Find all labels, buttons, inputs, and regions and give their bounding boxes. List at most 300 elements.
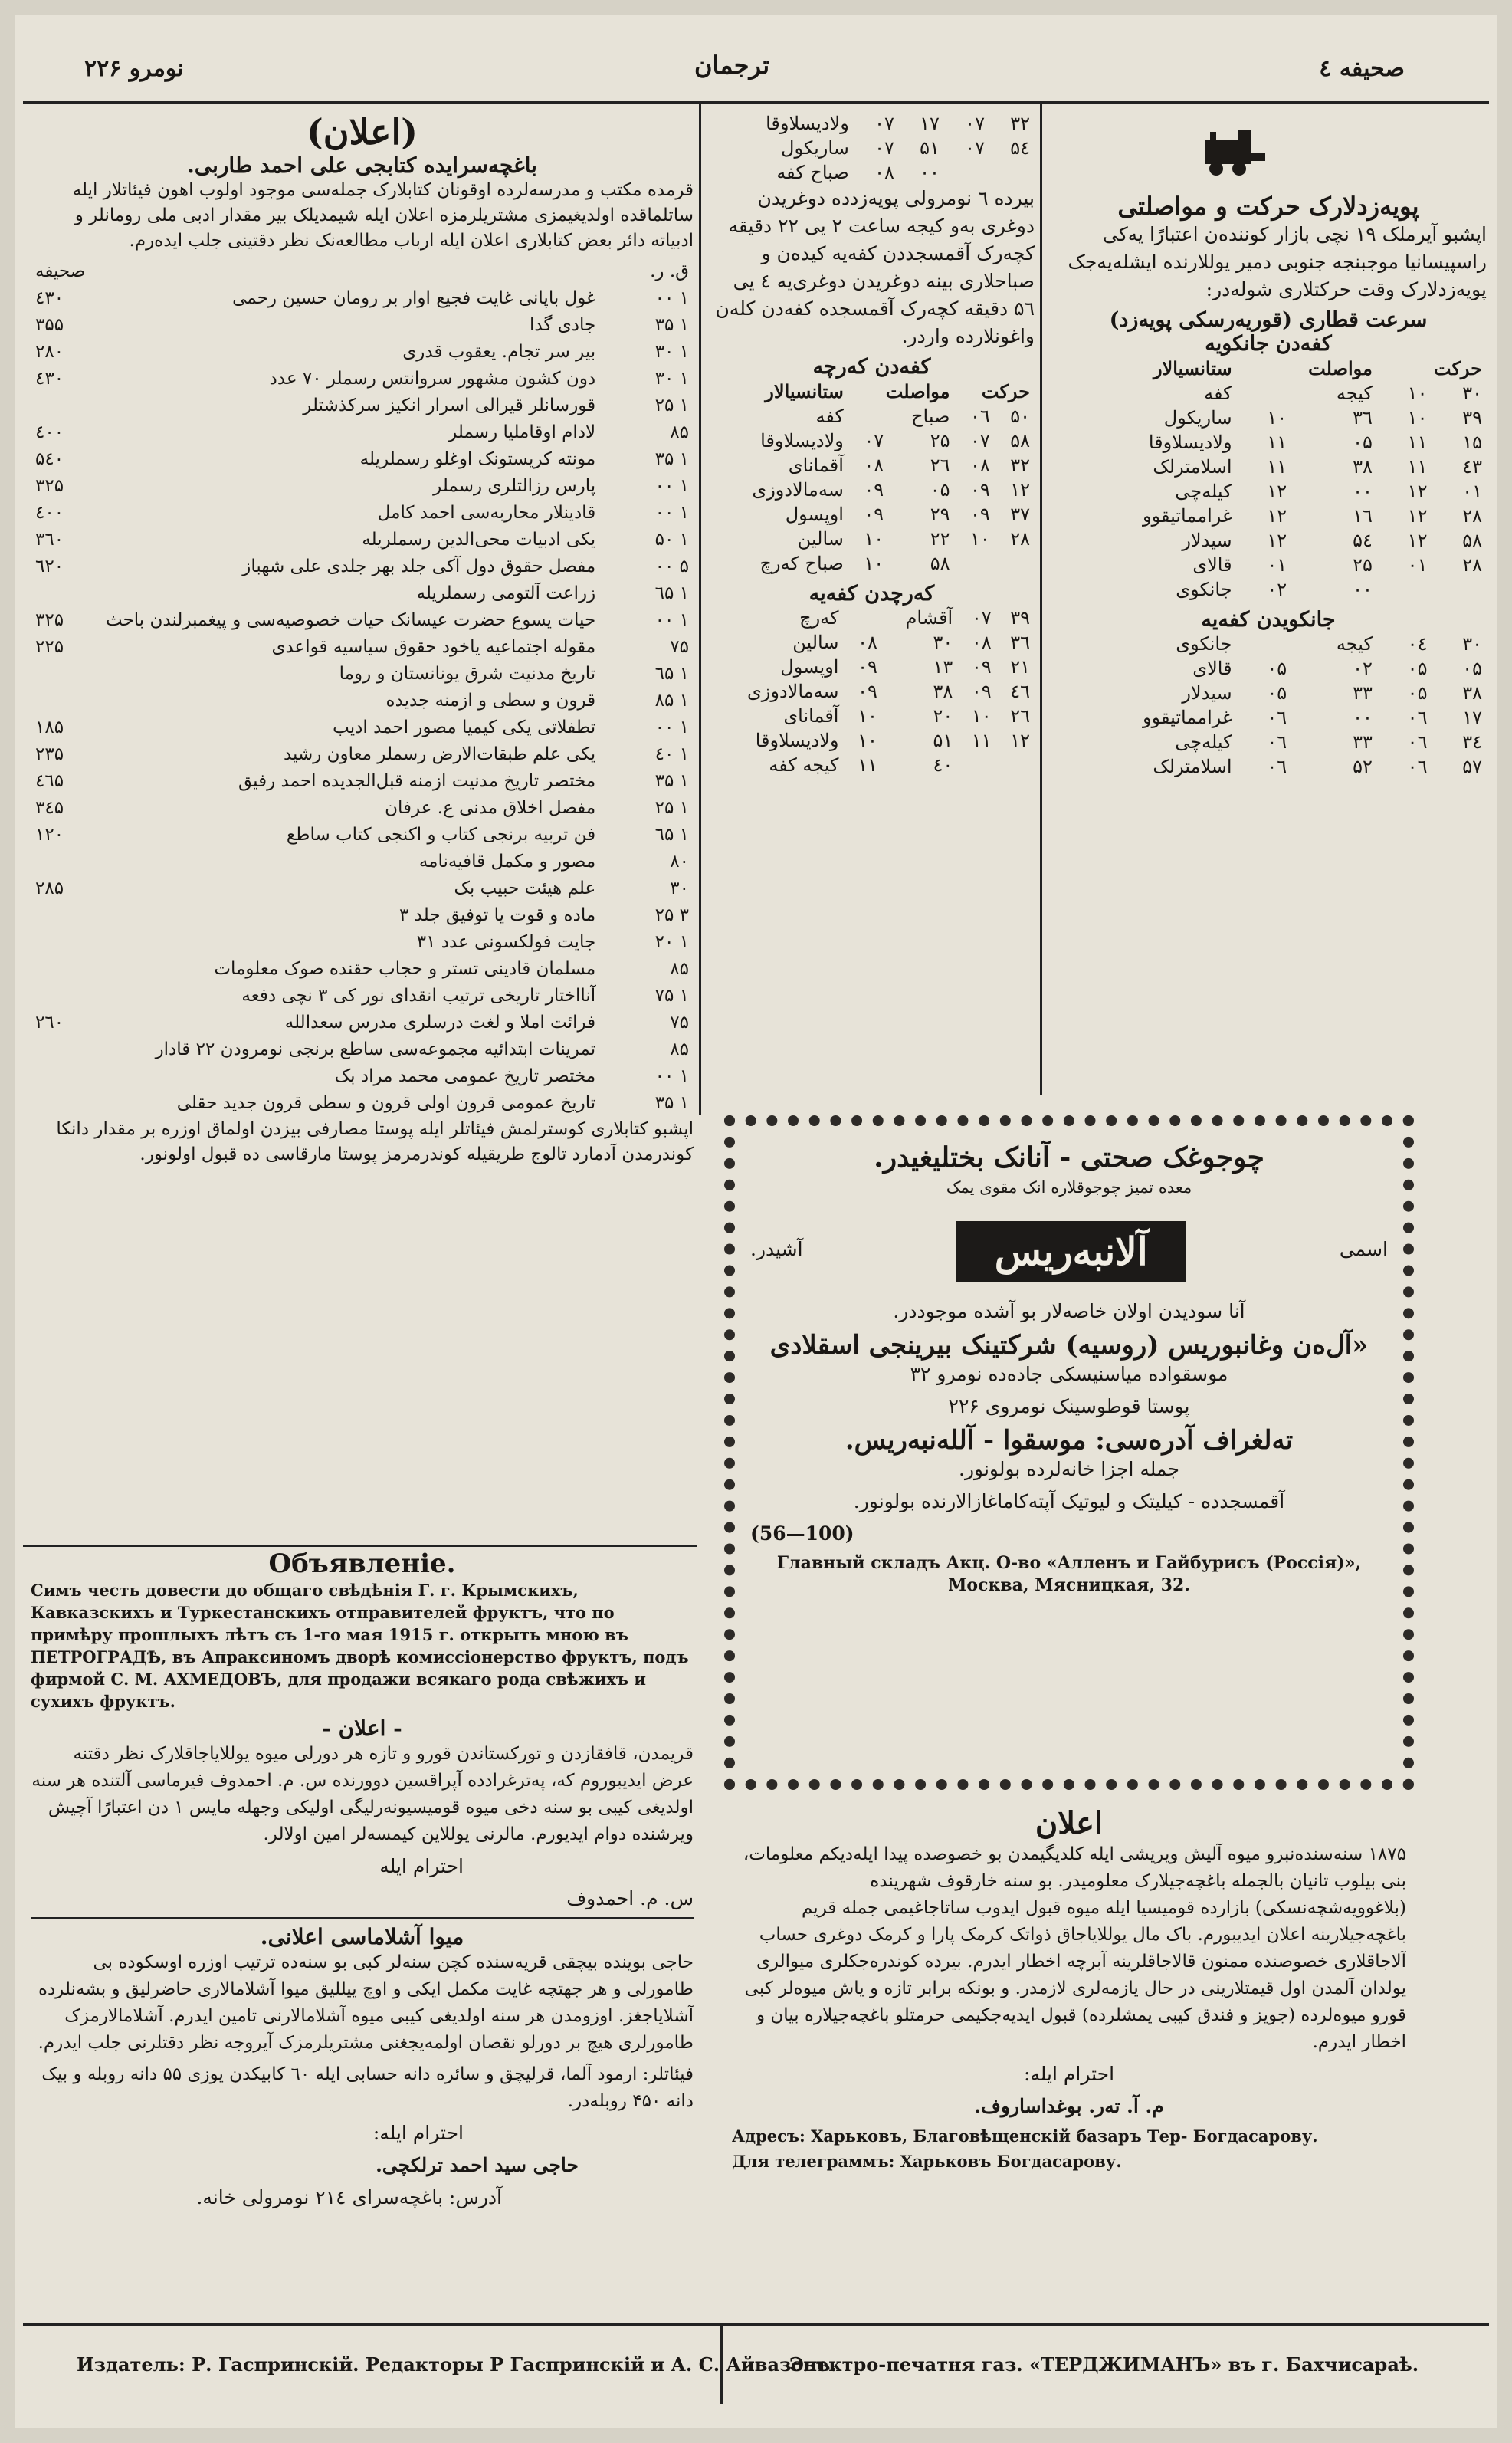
table-cell: قالای: [1192, 554, 1232, 576]
book-title: مونته کریستونک اوغلو رسملریله: [359, 449, 596, 469]
table-cell: ۳۰: [933, 632, 953, 653]
table-cell: ۱۱: [858, 754, 877, 776]
header-rule: [23, 101, 1489, 104]
allen-address1: موسقواده میاسنیسکی جاده‌ده نومرو ۳۲: [910, 1363, 1228, 1385]
table-cell: [955, 551, 995, 576]
allen-headline: چوجوغک صحتی - آنانک بختلیغیدر.: [874, 1141, 1264, 1174]
table-cell: ۱۰: [858, 730, 877, 751]
table-cell: صباح: [911, 406, 950, 427]
table-cell: ۰۱: [1462, 481, 1482, 502]
book-row: [31, 1090, 694, 1117]
book-row: [31, 741, 694, 768]
kharkov-address: Адресъ: Харьковъ, Благовѣщенскій базаръ Тер- Богдасарову.: [732, 2126, 1318, 2146]
book-price: ۱ ۷۵: [654, 986, 689, 1006]
allen-hanburys-ad: [724, 1115, 1414, 1790]
book-pages: [31, 849, 101, 875]
table-cell: ۰۰: [920, 162, 940, 183]
table-row: [709, 679, 1035, 704]
table-cell: اسلامترلک: [1153, 456, 1232, 478]
table-cell: ۱۷: [1462, 707, 1482, 728]
table-cell: ولادیسلاوقا: [760, 430, 844, 451]
table-row: [1050, 754, 1487, 779]
table-row: [1050, 553, 1487, 577]
table-cell: [1432, 577, 1487, 602]
table-cell: ۰۷: [874, 137, 894, 159]
table-cell: ۲۸: [1462, 554, 1482, 576]
fruit-ad-body: قریمدن، قافقازدن و تورکستاندن قورو و تازه هر دورلی میوه یوللایاجاقلارک نظر دقتنه عرض ایدیبوروم که، پەترغرادده آپراقسین دوورنده س. م. احمدوف فیرماسی آلتنده هر سنه اولدیغی کیبی بو سنه دخی میوه قومیسیونەرلیگی اولیکی وجهله مایس ۱ دن اعتبارًا آچیش ویرشنده دوام ایدیورم. مالرنی یوللاین کیمسه‌لر امین اولالر.: [31, 1744, 694, 1844]
book-pages: ۲٦۰: [35, 1013, 64, 1033]
book-pages: ۳٤۵: [35, 798, 64, 818]
table-cell: ۳۰: [1462, 633, 1482, 655]
table-cell: ۱۲: [1010, 479, 1030, 501]
table-cell: [1237, 632, 1292, 656]
table-row: [709, 502, 1035, 527]
russian-body: Симъ честь довести до общаго свѣдѣнія Г. г. Крымскихъ, Кавказскихъ и Туркестанскихъ отправителей фруктъ, что по примѣру прошлыхъ лѣтъ съ 1-го мая 1915 г. открыть мною въ ПЕТРОГРАДѢ, въ Апраксиномъ дворѣ комиссіонерство фруктъ, подъ фирмой С. М. АХМЕДОВЪ, для продажи всякаго рода свѣжихъ и сухихъ фруктъ.: [31, 1581, 689, 1711]
table-cell: ۲۲: [930, 528, 950, 550]
book-title: مسلمان قادینی تستر و حجاب حقنده صوک معلومات: [214, 959, 596, 979]
book-price: ۱ ۰۰: [654, 717, 689, 737]
table-cell: ۰۹: [971, 681, 992, 702]
table-cell: جانکوی: [1176, 633, 1232, 655]
table-cell: قالای: [1192, 658, 1232, 679]
book-row: [31, 312, 694, 339]
book-price: ۸۵: [670, 1039, 689, 1059]
allen-line9: آقمسجدده - کیلیتک و لیوتیک آپته‌کاماغازالارنده بولونور.: [853, 1490, 1285, 1512]
kharkov-telegraph: Для телеграммъ: Харьковъ Богдасарову.: [732, 2152, 1122, 2171]
table-cell: ۵٤: [1353, 530, 1373, 551]
table-cell: ۰۵: [1353, 432, 1373, 453]
table-cell: ۱۲: [1407, 530, 1428, 551]
table-row: [1050, 632, 1487, 656]
book-title: یکی ادبیات محی‌الدین رسملریله: [362, 530, 596, 550]
book-title: مقوله اجتماعیه یاخود حقوق سیاسیه قواعدی: [271, 637, 596, 657]
trains-title: پویەزدلارک حرکت و مواصلتی: [1117, 192, 1419, 221]
local-train-schedule: [709, 111, 1035, 1100]
table-cell: کیله‌چی: [1175, 481, 1232, 502]
allen-telegraph: تەلغراف آدرەسی: موسقوا - آللەنبەریس.: [845, 1425, 1294, 1456]
book-title: مفصل حقوق دول آکی جلد بهر جلدی علی شهباز: [242, 557, 596, 576]
table-cell: غرامماتیقوو: [1143, 505, 1232, 527]
table-row: [1050, 656, 1487, 681]
table-cell: ۱۰: [971, 705, 992, 727]
table-cell: ۳۳: [1353, 731, 1373, 753]
table-cell: [843, 606, 881, 630]
book-title: آنااختار تاریخی ترتیب انقدای نور کی ۳ نچی دفعه: [241, 986, 596, 1006]
book-row: [31, 822, 694, 849]
table-cell: اسلامترلک: [1153, 756, 1232, 777]
table-cell: ۱۱: [1267, 456, 1287, 478]
kharkov-respect: احترام ایله:: [1023, 2063, 1115, 2085]
table-cell: ۱۰: [858, 705, 877, 727]
table-cell: ۳٤: [1462, 731, 1482, 753]
table-cell: ۰۰: [1353, 707, 1373, 728]
table-cell: ۰۰: [1353, 481, 1373, 502]
table-cell: ۲۸: [1010, 528, 1030, 550]
book-row: [31, 956, 694, 983]
book-title: تاریخ مدنیت شرق یونانستان و روما: [339, 664, 596, 684]
book-pages: ۱۲۰: [35, 825, 64, 845]
allen-brand-row: [750, 1206, 1388, 1298]
table-cell: ۳۸: [933, 681, 953, 702]
table-cell: ۰۹: [858, 656, 877, 678]
table-cell: ۰٦: [1267, 756, 1287, 777]
left-lower-column: [31, 1548, 694, 2315]
book-title: مصور و مکمل قافیه‌نامه: [418, 852, 596, 872]
col-header: حرکت: [1433, 357, 1482, 379]
table-cell: ۵۷: [1462, 756, 1482, 777]
book-title: حیات یسوع حضرت عیسانک حیات خصوصیه‌سی و پیغمبرلندن باحث: [105, 610, 596, 630]
table-row: [1050, 730, 1487, 754]
book-title: بیر سر تجام. یعقوب قدری: [402, 342, 596, 362]
book-pages: ۳۲۵: [35, 476, 64, 496]
book-price: ۱ ۲۵: [654, 396, 689, 415]
table-cell: ۳۰: [1462, 383, 1482, 404]
book-price: ۵ ۰۰: [654, 557, 689, 576]
book-price: ۱ ۳۵: [654, 1093, 689, 1113]
table-row: [709, 704, 1035, 728]
book-pages: ٤۰۰: [35, 503, 64, 523]
table-cell: ۱۲: [1267, 505, 1287, 527]
books-intro: قرمده مکتب و مدرسه‌لرده اوقونان کتابلارک جمله‌سی موجود اولوب اهون فیئاتلار ایله ساتلماقده اولدیغیمزی مشتریلرمزه اعلان ایله شیمدیلک بیر مقدار ادبی ملی رومانلر و ادبیاته دائر بعض کتابلاری اعلان ایله ارباب مطالعه‌نک نظر دقتینی جلب ایده‌رم.: [72, 180, 694, 251]
newspaper-page: [15, 15, 1497, 2428]
table-cell: ۱۷: [920, 113, 940, 134]
book-price: ۷۵: [670, 637, 689, 657]
table-cell: سالین: [797, 528, 844, 550]
table-cell: ولادیسلاوقا: [1148, 432, 1232, 453]
table-cell: [996, 753, 1035, 777]
books-title: (اعلان): [307, 111, 418, 153]
book-title: قرون و سطی و ازمنه جدیده: [385, 691, 596, 711]
table-cell: ۰٤: [1407, 633, 1428, 655]
table-cell: ۱۱: [971, 730, 992, 751]
book-price: ۸۵: [670, 959, 689, 979]
allen-line8: جمله اجزا خانه‌لرده بولونور.: [959, 1458, 1179, 1480]
table-row: [1050, 430, 1487, 455]
table-cell: ۰٦: [1407, 756, 1428, 777]
table-cell: کفه: [815, 406, 844, 427]
table-cell: ۰۹: [969, 504, 990, 525]
book-price: ۱ ۸۵: [654, 691, 689, 711]
table-row: [709, 527, 1035, 551]
book-price: ۳۰: [670, 878, 689, 898]
book-title: پارس رزالتلری رسملر: [433, 476, 596, 496]
book-row: [31, 553, 694, 580]
orchard-seller: حاجی سید احمد ترلکچی.: [376, 2154, 579, 2176]
table-cell: [957, 753, 995, 777]
table-cell: سەمالادوزی: [752, 479, 844, 501]
table-cell: [989, 160, 1035, 185]
table-cell: ۰۵: [1407, 658, 1428, 679]
table-cell: آقمانای: [788, 455, 844, 476]
orchard-body: حاجی بوینده بیچقی قریه‌سنده کچن سنه‌لر کبی بو سنه‌ده ترتیب اوزره اوسکوده بی طامورلی و هر جهتچه غایت مکمل ایکی و اوچ ییللیق میوا آشلاما‌لاری حاضرلیق و بشەنلرده آشلایاجغز. اوزومدن هر سنه اولدیغی کیبی میوه آشلامالارنی تامین ایدرم. آشلامالارمزک طامورلری هیچ بر دورلو نقصان اولمه‌یجغنی مشتریلرمزک آیروجه نظر دقتلرنی جلب ایدرم.: [38, 1952, 694, 2053]
table-cell: ۱۰: [1267, 407, 1287, 429]
book-title: تمرینات ابتدائیه مجموعه‌سی ساطع برنجی نومرودن ۲۲ قادار: [155, 1039, 596, 1059]
book-price: ۸۰: [670, 852, 689, 872]
table-cell: سالین: [792, 632, 839, 653]
allen-line2: معده تمیز چوجوقلارە انک مقوی یمک: [946, 1178, 1192, 1197]
book-pages: ٤۳۰: [35, 288, 64, 308]
local-dir2-title: کەرچدن کفه‌یه: [808, 582, 935, 606]
book-price: ۱ ۰۰: [654, 610, 689, 630]
book-price: ۱ ۳۵: [654, 449, 689, 469]
table-cell: ۵۸: [1010, 430, 1030, 451]
table-cell: ۳۳: [1353, 682, 1373, 704]
table-cell: ۰۲: [1353, 658, 1373, 679]
table-cell: سەمالادوزی: [746, 681, 839, 702]
table-cell: کیله‌چی: [1175, 731, 1232, 753]
table-cell: ۰۹: [858, 681, 877, 702]
table-cell: ۱۱: [1267, 432, 1287, 453]
table-cell: ۰٦: [1407, 707, 1428, 728]
book-price: ۱ ۳۰: [654, 369, 689, 389]
table-row: [709, 404, 1035, 429]
table-cell: ۳۹: [1462, 407, 1482, 429]
table-cell: ۳٦: [1353, 407, 1373, 429]
book-pages: [31, 661, 101, 688]
book-price: ۳ ۲۵: [654, 905, 689, 925]
book-row: [31, 634, 694, 661]
book-price: ۱ ۳۵: [654, 771, 689, 791]
book-price: ۱ ۳۰: [654, 342, 689, 362]
book-title: فن تربیه برنجی کتاب و اکنجی کتاب ساطع: [286, 825, 596, 845]
book-title: مختصر تاریخ مدنیت ازمنه قبل‌الجدیده احمد رفیق: [238, 771, 596, 791]
table-cell: ۰۵: [930, 479, 950, 501]
table-cell: غرامماتیقوو: [1143, 707, 1232, 728]
table-cell: ۱۲: [1407, 481, 1428, 502]
allen-line4: آنا سودیدن اولان خاصه‌لار بو آشده موجوددر.: [893, 1300, 1245, 1322]
book-row: [31, 366, 694, 392]
table-cell: ۱۰: [864, 528, 884, 550]
table-row: [709, 429, 1035, 453]
table-cell: ۰۱: [1407, 554, 1428, 576]
table-cell: ۰۵: [1462, 658, 1482, 679]
book-row: [31, 446, 694, 473]
table-cell: ۱۲: [1267, 481, 1287, 502]
footer-right: Электро-печатня газ. «ТЕРДЖИМАНЪ» въ г. Бахчисараѣ.: [789, 2353, 1419, 2376]
table-cell: ۱۲: [1267, 530, 1287, 551]
book-row: [31, 795, 694, 822]
book-pages: ٤۰۰: [35, 422, 64, 442]
issue-number: نومرو ۲۲۶: [84, 55, 184, 82]
trains-intro: اپشبو آیرملک ۱۹ نچی بازار کونندەن اعتبارًا یەکی راسپیسانیا موجبنجه جنوبی دمیر یوللارندە ایشلەیەجک پویەزدلارک وقت حرکتلاری شولەدر:: [1068, 223, 1487, 300]
book-row: [31, 392, 694, 419]
table-row: [1050, 479, 1487, 504]
book-row: [31, 1010, 694, 1036]
table-row: [1050, 528, 1487, 553]
table-row: [1050, 406, 1487, 430]
allen-address2: پوستا قوطوسینک نومرو‌ی ۲۲۶: [948, 1395, 1190, 1417]
local-dir1-title: کفه‌دن کەرچه: [812, 355, 931, 379]
table-cell: ۰٦: [1267, 731, 1287, 753]
book-pages: [31, 1090, 101, 1117]
table-row: [1050, 577, 1487, 602]
books-outro: اپشبو کتابلاری کوسترلمش فیئاتلر ایله پوستا مصارفی بیزدن اولماق اوزره بر مقدار دانکا کوندرمدن آدمارد تالوج طریقیله کوندرمرمز پوستا مارقاسی ده قبول اولونور.: [56, 1119, 694, 1164]
book-title: جایت فولکسونی عدد ۳۱: [416, 932, 596, 952]
table-cell: ۳٦: [1010, 632, 1030, 653]
table-cell: ۰۸: [874, 162, 894, 183]
book-title: زراعت آلتومی رسملریله: [416, 583, 596, 603]
book-row: [31, 688, 694, 714]
table-cell: ۰۵: [1267, 682, 1287, 704]
table-cell: کیجه کفه: [769, 754, 839, 776]
allen-brand: آلانبەریس: [956, 1221, 1186, 1282]
timetable-dir2: [1050, 632, 1487, 779]
table-cell: ۰۸: [864, 455, 884, 476]
table-cell: ۲۹: [930, 504, 950, 525]
table-cell: [995, 551, 1035, 576]
book-title: تطفلاتی یکی کیمیا مصور احمد ادیب: [333, 717, 596, 737]
book-price: ۱ ۲۰: [654, 932, 689, 952]
table-cell: ۵۱: [920, 137, 940, 159]
table-cell: کیجه: [1336, 633, 1373, 655]
fruit-ad-name: س. م. احمدوف: [566, 1887, 694, 1909]
table-cell: ۲٦: [930, 455, 950, 476]
book-pages: ۳۵۵: [35, 315, 64, 335]
table-cell: [848, 404, 888, 429]
table-cell: سیدلار: [1182, 682, 1232, 704]
book-price: ۸۵: [670, 422, 689, 442]
table-cell: ۰۹: [969, 479, 990, 501]
allen-company: «آل‌ه‌ن وغانبوریس (روسیه) شرکتینک بیرینجی اسقلادی: [769, 1330, 1369, 1361]
table-cell: کەرچ: [799, 607, 839, 629]
table-cell: ٤۰: [933, 754, 953, 776]
book-pages: ۲۸۵: [35, 878, 64, 898]
table-cell: ۰۷: [965, 137, 985, 159]
table-cell: صباح کەرچ: [759, 553, 844, 574]
footer-rule: [23, 2323, 1489, 2326]
table-cell: ۰٦: [969, 406, 990, 427]
book-row: [31, 527, 694, 553]
book-row: [31, 661, 694, 688]
table-cell: ولادیسلاوقا: [766, 113, 849, 134]
table-row: [709, 655, 1035, 679]
book-title: مفصل اخلاق مدنی ع. عرفان: [385, 798, 596, 818]
table-cell: صباح کفه: [776, 162, 849, 183]
orchard-respect: احترام ایله:: [372, 2122, 464, 2144]
book-title: یکی علم طبقات‌الارض رسملر معاون رشید: [283, 744, 596, 764]
book-title: مختصر تاریخ عمومی محمد مراد بک: [334, 1066, 596, 1086]
book-title: قادینلار محاربەسی احمد کامل: [377, 503, 596, 523]
trains-subtitle: سرعت قطاری (قوریه‌رسکی پویه‌زد): [1109, 308, 1428, 332]
table-cell: [1237, 381, 1292, 406]
table-cell: ۰۷: [969, 430, 990, 451]
trains-dir2-title: جانکویدن کفه‌یه: [1201, 608, 1336, 632]
book-price: ۱ ۵۰: [654, 530, 689, 550]
table-cell: ۰۷: [864, 430, 884, 451]
locomotive-icon: [1199, 126, 1268, 179]
book-row: [31, 419, 694, 446]
book-row: [31, 607, 694, 634]
table-cell: ۰۹: [864, 504, 884, 525]
table-cell: ۱۵: [1462, 432, 1482, 453]
table-cell: [1377, 577, 1432, 602]
allen-name-label: اسمی: [1339, 1238, 1388, 1260]
table-cell: ۱۲: [1010, 730, 1030, 751]
table-cell: کفه: [1204, 383, 1232, 404]
table-cell: ۱۰: [969, 528, 990, 550]
col-price: ق. ر.: [650, 261, 689, 281]
book-pages: [31, 956, 101, 983]
book-row: [31, 768, 694, 795]
table-cell: ۲۵: [930, 430, 950, 451]
table-cell: ۳۲: [1010, 113, 1030, 134]
table-cell: ۵۰: [1010, 406, 1030, 427]
book-price: ۱ ٦۵: [654, 583, 689, 603]
table-row: [1050, 455, 1487, 479]
section-rule: [23, 1545, 697, 1547]
table-row: [709, 453, 1035, 478]
russian-title: Объявленіе.: [268, 1548, 456, 1579]
table-cell: ۳۸: [1353, 456, 1373, 478]
table-cell: ۰۸: [971, 632, 992, 653]
table-cell: ۰۱: [1267, 554, 1287, 576]
table-cell: ۱۰: [1407, 407, 1428, 429]
book-row: [31, 473, 694, 500]
table-cell: ۰۷: [965, 113, 985, 134]
table-cell: ٤٦: [1010, 681, 1030, 702]
book-pages: ۲۲۵: [35, 637, 64, 657]
table-cell: کیجه: [1336, 383, 1373, 404]
book-row: [31, 500, 694, 527]
col-header: ستانسیالار: [765, 380, 844, 402]
book-title: لادام اوقاملیا رسملر: [448, 422, 596, 442]
table-cell: ۰۷: [874, 113, 894, 134]
fruit-ad-title: - اعلان -: [322, 1716, 402, 1741]
table-row: [1050, 381, 1487, 406]
table-cell: ۰۵: [1407, 682, 1428, 704]
train-schedule: [1050, 115, 1487, 1104]
table-row: [709, 551, 1035, 576]
local-note: بیرده ٦ نومرولی پویەزددە دوغریدن دوغری به‌و کیجه ساعت ۲ یی ۲۲ دقیقه کچەرک آقمسجددن کفه‌یه کیدەن و صباحلاری بینه دوغریدن دوغری‌یه ٤ یی ۵٦ دقیقه کچەرک آقمسجده کفه‌دن کله‌ن واغونلارده واردر.: [715, 187, 1035, 347]
book-pages: ٦۲۰: [35, 557, 64, 576]
table-cell: ۰۹: [864, 479, 884, 501]
book-price: ۱ ۲۵: [654, 798, 689, 818]
table-cell: ۳۷: [1010, 504, 1030, 525]
table-cell: ولادیسلاوقا: [755, 730, 839, 751]
book-pages: [31, 580, 101, 607]
book-row: [31, 339, 694, 366]
table-cell: ۲۵: [1353, 554, 1373, 576]
table-cell: ۱۱: [1407, 432, 1428, 453]
table-cell: ۳۲: [1010, 455, 1030, 476]
section-rule: [31, 1917, 694, 1919]
book-title: تاریخ عمومی قرون اولی قرون و سطی قرون جدید حقلی: [176, 1093, 596, 1113]
col-header: مواصلت: [885, 380, 950, 402]
book-pages: ۲۸۰: [35, 342, 64, 362]
book-title: جادی گدا: [529, 315, 596, 335]
table-cell: ۱۰: [864, 553, 884, 574]
allen-named: آشیدر.: [750, 1238, 803, 1260]
book-pages: [31, 1063, 101, 1090]
book-pages: [31, 902, 101, 929]
table-row: [709, 160, 1035, 185]
table-row: [1050, 705, 1487, 730]
table-cell: ۱۲: [1407, 505, 1428, 527]
book-pages: [31, 688, 101, 714]
column-divider: [1040, 104, 1042, 1095]
table-cell: ۱۳: [933, 656, 953, 678]
book-list: [31, 258, 694, 1117]
book-title: فرائت املا و لغت درسلری مدرس سعدالله: [284, 1013, 596, 1033]
book-pages: [31, 929, 101, 956]
book-price: ۱ ۰۰: [654, 1066, 689, 1086]
table-cell: ۵۸: [1462, 530, 1482, 551]
table-cell: ۲٦: [1010, 705, 1030, 727]
column-divider: [699, 104, 701, 1115]
table-cell: [944, 160, 989, 185]
book-price: ۱ ٦۵: [654, 664, 689, 684]
table-cell: ۰۹: [971, 656, 992, 678]
